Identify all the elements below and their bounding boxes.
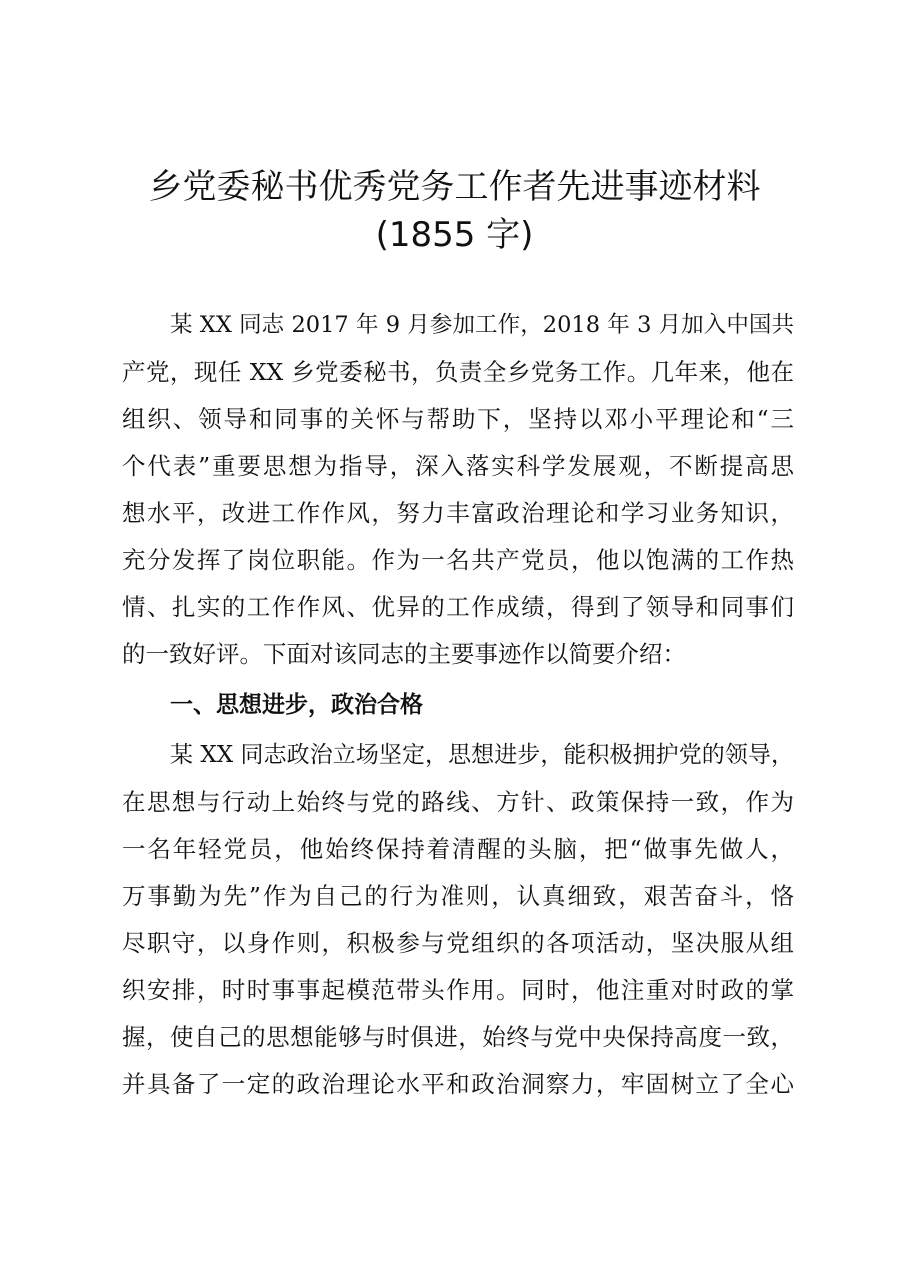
document-title: 乡党委秘书优秀党务工作者先进事迹材料 [148,167,761,207]
paragraph-line: 并具备了一定的政治理论水平和政治洞察力，牢固树立了全心 [122,1070,794,1098]
paragraph-line: 万事勤为先”作为自己的行为准则，认真细致，艰苦奋斗，恪 [122,882,794,910]
paragraph-line: 的一致好评。下面对该同志的主要事迹作以简要介绍： [122,640,686,668]
paragraph-line: 某 XX 同志 2017 年 9 月参加工作，2018 年 3 月加入中国共 [170,312,794,338]
paragraph-line: 情、扎实的工作作风、优异的工作成绩，得到了领导和同事们 [122,593,794,621]
paragraph-line: 产党，现任 XX 乡党委秘书，负责全乡党务工作。几年来，他在 [122,358,794,386]
paragraph-line: 个代表”重要思想为指导，深入落实科学发展观，不断提高思 [122,452,794,480]
paragraph-line: 尽职守，以身作则，积极参与党组织的各项活动，坚决服从组 [122,929,794,957]
paragraph-line: 充分发挥了岗位职能。作为一名共产党员，他以饱满的工作热 [122,546,794,574]
paragraph-line: 某 XX 同志政治立场坚定，思想进步，能积极拥护党的领导， [170,742,794,768]
paragraph-line: 组织、领导和同事的关怀与帮助下，坚持以邓小平理论和“三 [122,405,794,433]
paragraph-line: 在思想与行动上始终与党的路线、方针、政策保持一致，作为 [122,788,794,816]
section-heading: 一、思想进步，政治合格 [170,692,423,718]
paragraph-line: 想水平，改进工作作风，努力丰富政治理论和学习业务知识， [122,499,794,527]
paragraph-line: 握，使自己的思想能够与时俱进，始终与党中央保持高度一致， [122,1023,794,1051]
document-title-word-count: (1855 字) [375,215,534,255]
paragraph-line: 一名年轻党员，他始终保持着清醒的头脑，把“做事先做人， [122,835,794,863]
paragraph-line: 织安排，时时事事起模范带头作用。同时，他注重对时政的掌 [122,976,794,1004]
